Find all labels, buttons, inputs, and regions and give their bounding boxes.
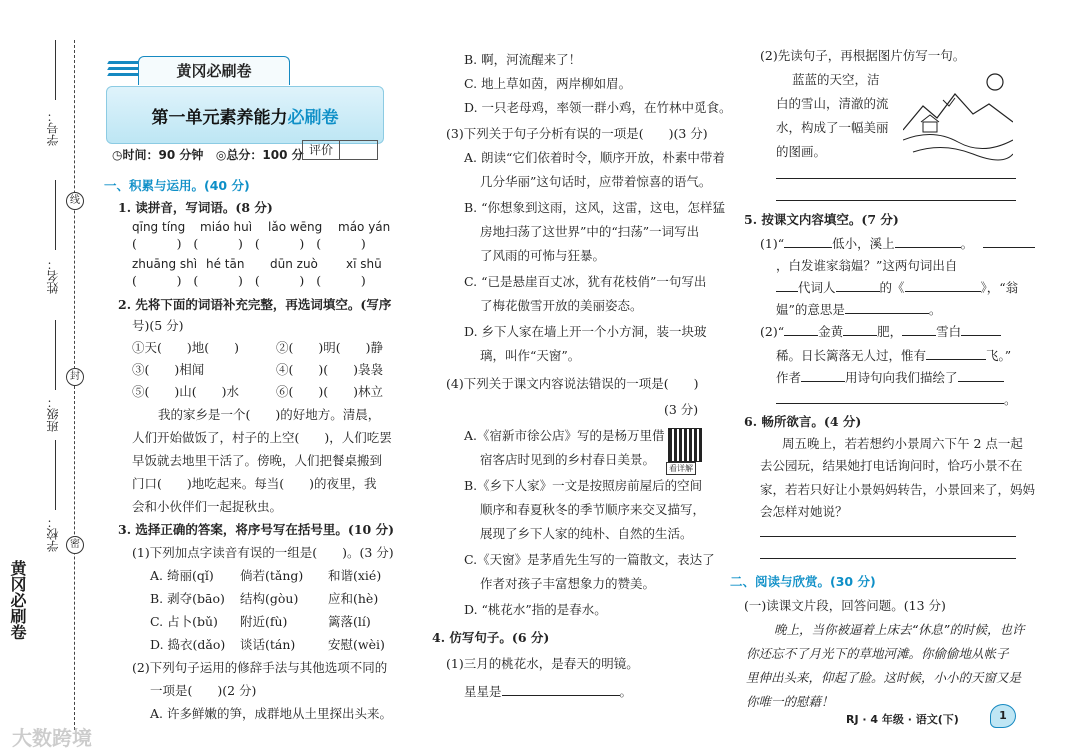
- answer-line[interactable]: [760, 536, 1016, 537]
- q4-part1: (1)三月的桃花水，是春天的明镜。: [446, 656, 639, 671]
- q3-option: 应和(hè): [328, 591, 379, 606]
- q2-stem: 2. 先将下面的词语补充完整，再选词填空。(写序: [118, 297, 392, 312]
- q5-part2-line4: 。: [776, 390, 1017, 408]
- q3-option: B. 啊，河流醒来了！: [464, 52, 582, 67]
- q3-option: 了梅花傲雪开放的美丽姿态。: [480, 298, 643, 313]
- answer-line[interactable]: [776, 200, 1016, 201]
- q3-option: A. 绮丽(qǐ): [150, 568, 214, 583]
- q2-item: ①天( )地( ): [132, 340, 240, 355]
- q3-option: D. 乡下人家在墙上开一个小方洞，装一块玻: [464, 324, 707, 339]
- q3-option: 倘若(tǎng): [240, 568, 304, 583]
- line-class: [55, 320, 56, 390]
- mountain-river-picture: [903, 70, 1013, 162]
- q2-passage: 我的家乡是一个( )的好地方。清晨，: [158, 407, 381, 422]
- q2-passage: 会和小伙伴们一起捉秋虫。: [132, 499, 283, 514]
- pinyin: qīng tíng: [132, 220, 186, 234]
- header-stripes: [108, 58, 142, 80]
- answer-line[interactable]: [776, 178, 1016, 179]
- q3-part2b: 一项是( )(2 分): [150, 683, 257, 698]
- label-school: 学校：: [46, 516, 60, 552]
- time-limit: 时间：90 分钟: [122, 148, 204, 162]
- q2-item: ②( )明( )静: [276, 340, 384, 355]
- line-school: [55, 440, 56, 510]
- q2-item: ⑥( )( )林立: [276, 384, 384, 399]
- reading-1-stem: (一)读课文片段，回答问题。(13 分): [744, 598, 946, 613]
- q3-stem: 3. 选择正确的答案，将序号写在括号里。(10 分): [118, 522, 394, 537]
- reading-1-text: 晚上，当你被逼着上床去“休息”的时候，也许: [774, 622, 1025, 637]
- q3-option: 结构(gòu): [240, 591, 299, 606]
- q5-part2-line2: 稀。日长篱落无人过，惟有 飞。”: [776, 348, 1012, 363]
- q3-option: 作者对孩子丰富想象力的赞美。: [480, 576, 656, 591]
- q1-stem: 1. 读拼音，写词语。(8 分): [118, 200, 273, 215]
- q2-item: ③( )相闻: [132, 362, 205, 377]
- pinyin: hé tān: [206, 257, 245, 271]
- q3-option: 璃，叫作“天窗”。: [480, 348, 581, 363]
- pinyin: máo yán: [338, 220, 391, 234]
- vertical-brand-logo: 黄冈必刷卷: [8, 560, 27, 640]
- q3-option: B. 剥夺(bāo): [150, 591, 225, 606]
- q2-item: ⑤( )山( )水: [132, 384, 240, 399]
- q3-option: 篱落(lí): [328, 614, 371, 629]
- q3-option: B.《乡下人家》一文是按照房前屋后的空间: [464, 478, 703, 493]
- reading-1-text: 你唯一的慰藉！: [746, 694, 834, 709]
- q3-option: 展现了乡下人家的纯朴、自然的生活。: [480, 526, 693, 541]
- label-class: 班级：: [46, 396, 60, 432]
- q4-stem: 4. 仿写句子。(6 分): [432, 630, 550, 645]
- q5-part1-line1: (1)“ 低小，溪上 。: [760, 234, 1035, 252]
- q5-part1-line2: ，白发谁家翁媪？”这两句词出自: [776, 258, 958, 273]
- q6-text: 周五晚上，若若想约小景周六下午 2 点一起: [782, 436, 1023, 451]
- exam-info: [112, 146, 304, 163]
- q4-model-text: 的图画。: [776, 144, 827, 159]
- pinyin: miáo huì: [200, 220, 253, 234]
- q3-option: 几分华丽”这句话时，应带着惊喜的语气。: [480, 174, 712, 189]
- clock-icon: ◷: [112, 148, 123, 162]
- q3-part1: (1)下列加点字读音有误的一组是( )。(3 分): [132, 545, 394, 560]
- seal-char-mi: 密: [66, 536, 84, 554]
- q3-part4: (4)下列关于课文内容说法错误的一项是( ): [446, 376, 699, 391]
- q6-stem: 6. 畅所欲言。(4 分): [744, 414, 862, 429]
- answer-parens: ( ) ( ) ( ) ( ): [132, 236, 366, 251]
- q2-stem-2: 号)(5 分): [132, 318, 184, 333]
- seal-char-feng: 封: [66, 368, 84, 386]
- q3-option: 顺序和春夏秋冬的季节顺序来交叉描写，: [480, 502, 706, 517]
- q3-part2: (2)下列句子运用的修辞手法与其他选项不同的: [132, 660, 388, 675]
- qr-label: 看详解: [666, 462, 696, 475]
- answer-parens: ( ) ( ) ( ) ( ): [132, 273, 366, 288]
- q3-part4-score: (3 分): [664, 402, 699, 417]
- reading-1-text: 你还忘不了月光下的草地河滩。你偷偷地从帐子: [746, 646, 1009, 661]
- footer-info: RJ · 4 年级 · 语文(下): [846, 713, 959, 726]
- page-title: 第一单元素养能力必刷卷: [151, 108, 339, 128]
- q5-part2-line3: 作者 用诗句向我们描绘了: [776, 368, 1004, 386]
- q4-model-text: 白的雪山，清澈的流: [776, 96, 889, 111]
- q5-part1-line3: 代词人 的《 》，“翁: [776, 278, 1018, 296]
- q3-option: D. 捣衣(dǎo): [150, 637, 226, 652]
- q3-option: C.《天窗》是茅盾先生写的一篇散文，表达了: [464, 552, 715, 567]
- pinyin: zhuāng shì: [132, 257, 198, 271]
- q3-option: 和谐(xié): [328, 568, 382, 583]
- q2-passage: 人们开始做饭了，村子的上空( )，人们吃罢: [132, 430, 392, 445]
- brand-tab: 黄冈必刷卷: [138, 56, 290, 85]
- q2-passage: 早饭就去地里干活了。傍晚，人们把餐桌搬到: [132, 453, 383, 468]
- total-score: 总分：100 分: [226, 148, 304, 162]
- q3-part3: (3)下列关于句子分析有误的一项是( )(3 分): [446, 126, 708, 141]
- q5-part1-line4: 媪”的意思是 。: [776, 302, 942, 317]
- check-icon: ◎: [215, 148, 227, 162]
- q3-option: 了风雨的可怖与狂暴。: [480, 248, 606, 263]
- section-1-title: 一、积累与运用。(40 分): [104, 178, 250, 193]
- answer-line[interactable]: [760, 558, 1016, 559]
- q6-text: 家，若若只好让小景妈妈转告，小景回来了，妈妈: [760, 482, 1036, 497]
- watermark: 大数跨境: [12, 726, 92, 750]
- pinyin: xī shū: [346, 257, 382, 271]
- q5-stem: 5. 按课文内容填空。(7 分): [744, 212, 899, 227]
- pinyin: lǎo wēng: [268, 220, 323, 234]
- q4-part1-answer: 星星是 。: [464, 684, 633, 699]
- line-student-id: [55, 40, 56, 100]
- q6-text: 去公园玩，结果她打电话询问时，恰巧小景不在: [760, 458, 1023, 473]
- q4-model-text: 蓝蓝的天空，洁: [792, 72, 880, 87]
- label-name: 姓名：: [46, 258, 60, 294]
- qr-code-icon[interactable]: [668, 428, 702, 462]
- q3-option: C. 占卜(bǔ): [150, 614, 218, 629]
- q3-option: 宿客店时见到的乡村春日美景。: [480, 452, 656, 467]
- section-2-title: 二、阅读与欣赏。(30 分): [730, 574, 876, 589]
- q3-option: 安慰(wèi): [328, 637, 385, 652]
- rating-box: 评价: [302, 140, 378, 160]
- q3-option: 房地扫荡了这世界”中的“扫荡”一词写出: [480, 224, 700, 239]
- q3-option: A.《宿新市徐公店》写的是杨万里借: [464, 428, 665, 443]
- q3-option: 谈话(tán): [240, 637, 296, 652]
- q3-option: C. “已是悬崖百丈冰，犹有花枝俏”一句写出: [464, 274, 707, 289]
- q3-option: A. 朗读“它们依着时令，顺序开放，朴素中带着: [464, 150, 725, 165]
- title-banner: [106, 86, 384, 144]
- pinyin: dūn zuò: [270, 257, 318, 271]
- seal-char-xian: 线: [66, 192, 84, 210]
- reading-1-text: 里伸出头来，仰起了脸。这时候，小小的天窗又是: [746, 670, 1022, 685]
- page-number: 1: [990, 704, 1016, 728]
- q3-option: B. “你想象到这雨，这风，这雷，这电，怎样猛: [464, 200, 726, 215]
- q3-option: 附近(fù): [240, 614, 288, 629]
- q2-item: ④( )( )袅袅: [276, 362, 384, 377]
- q3-option: D. 一只老母鸡，率领一群小鸡，在竹林中觅食。: [464, 100, 732, 115]
- q4-model-text: 水，构成了一幅美丽: [776, 120, 889, 135]
- q5-part2-line1: (2)“ 金黄 肥， 雪白: [760, 322, 1001, 340]
- line-name: [55, 180, 56, 250]
- q3-option: C. 地上草如茵，两岸柳如眉。: [464, 76, 632, 91]
- q2-passage: 门口( )地吃起来。每当( )的夜里，我: [132, 476, 377, 491]
- q3-part2-a: A. 许多鲜嫩的笋，成群地从土里探出头来。: [150, 706, 392, 721]
- q6-text: 会怎样对她说？: [760, 504, 848, 519]
- label-student-id: 学号：: [46, 110, 60, 146]
- q4-part2: (2)先读句子，再根据图片仿写一句。: [760, 48, 966, 63]
- q3-option: D. “桃花水”指的是春水。: [464, 602, 607, 617]
